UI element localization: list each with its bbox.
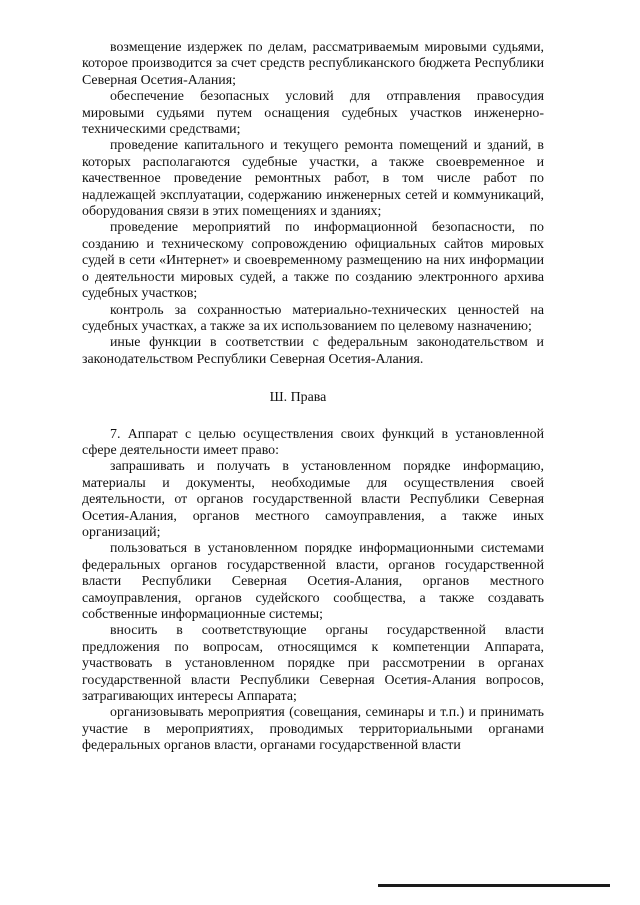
bottom-scan-rule: [378, 884, 610, 887]
paragraph-repairs: проведение капитального и текущего ремонта помещений и зданий, в которых располагаются судебные участки, а также своевременное и качественное проведение ремонтных работ, в том числе работ по надлежащей эксплуатации, содержанию инженерных сетей и коммуникаций, оборудования связи в этих помещениях и зданиях;: [82, 138, 544, 220]
paragraph-organize-events: организовывать мероприятия (совещания, семинары и т.п.) и принимать участие в мероприятиях, проводимых территориальными органами федеральных органов власти, органами государственной власти: [82, 705, 544, 754]
paragraph-information-security: проведение мероприятий по информационной безопасности, по созданию и техническому сопровождению официальных сайтов мировых судей в сети «Интернет» и своевременному размещению на них информации о деятельности мировых судей, а также по созданию электронного архива судебных участков;: [82, 220, 544, 302]
paragraph-submit-proposals: вносить в соответствующие органы государственной власти предложения по вопросам, относящимся к компетенции Аппарата, участвовать в установленном порядке при рассмотрении в органах государственной власти Республики Северная Осетия-Алания вопросов, затрагивающих интересы Аппарата;: [82, 623, 544, 705]
section-title-rights: Ш. Права: [269, 390, 327, 406]
paragraph-security-conditions: обеспечение безопасных условий для отправления правосудия мировыми судьями путем оснащения судебных участков инженерно-техническими средствами;: [82, 89, 544, 138]
paragraph-compensation: возмещение издержек по делам, рассматриваемым мировыми судьями, которое производится за счет средств республиканского бюджета Республики Северная Осетия-Алания;: [82, 40, 544, 88]
document-page: [82, 40, 544, 755]
paragraph-other-functions: иные функции в соответствии с федеральным законодательством и законодательством Республики Северная Осетия-Алания.: [82, 335, 544, 367]
paragraph-asset-control: контроль за сохранностью материально-технических ценностей на судебных участках, а также за их использованием по целевому назначению;: [82, 302, 544, 334]
paragraph-rights-intro: 7. Аппарат с целью осуществления своих функций в установленной сфере деятельности имеет право:: [82, 426, 544, 458]
paragraph-information-systems: пользоваться в установленном порядке информационными системами федеральных органов государственной власти, органов государственной власти Республики Северная Осетия-Алания, органов местного самоуправления, органов судейского сообщества, а также создавать собственные информационные системы;: [82, 541, 544, 622]
paragraph-request-information: запрашивать и получать в установленном порядке информацию, материалы и документы, необходимые для осуществления своей деятельности, от органов государственной власти Республики Северная Осетия-Алания, органов местного самоуправления, а также иных организаций;: [82, 459, 544, 540]
